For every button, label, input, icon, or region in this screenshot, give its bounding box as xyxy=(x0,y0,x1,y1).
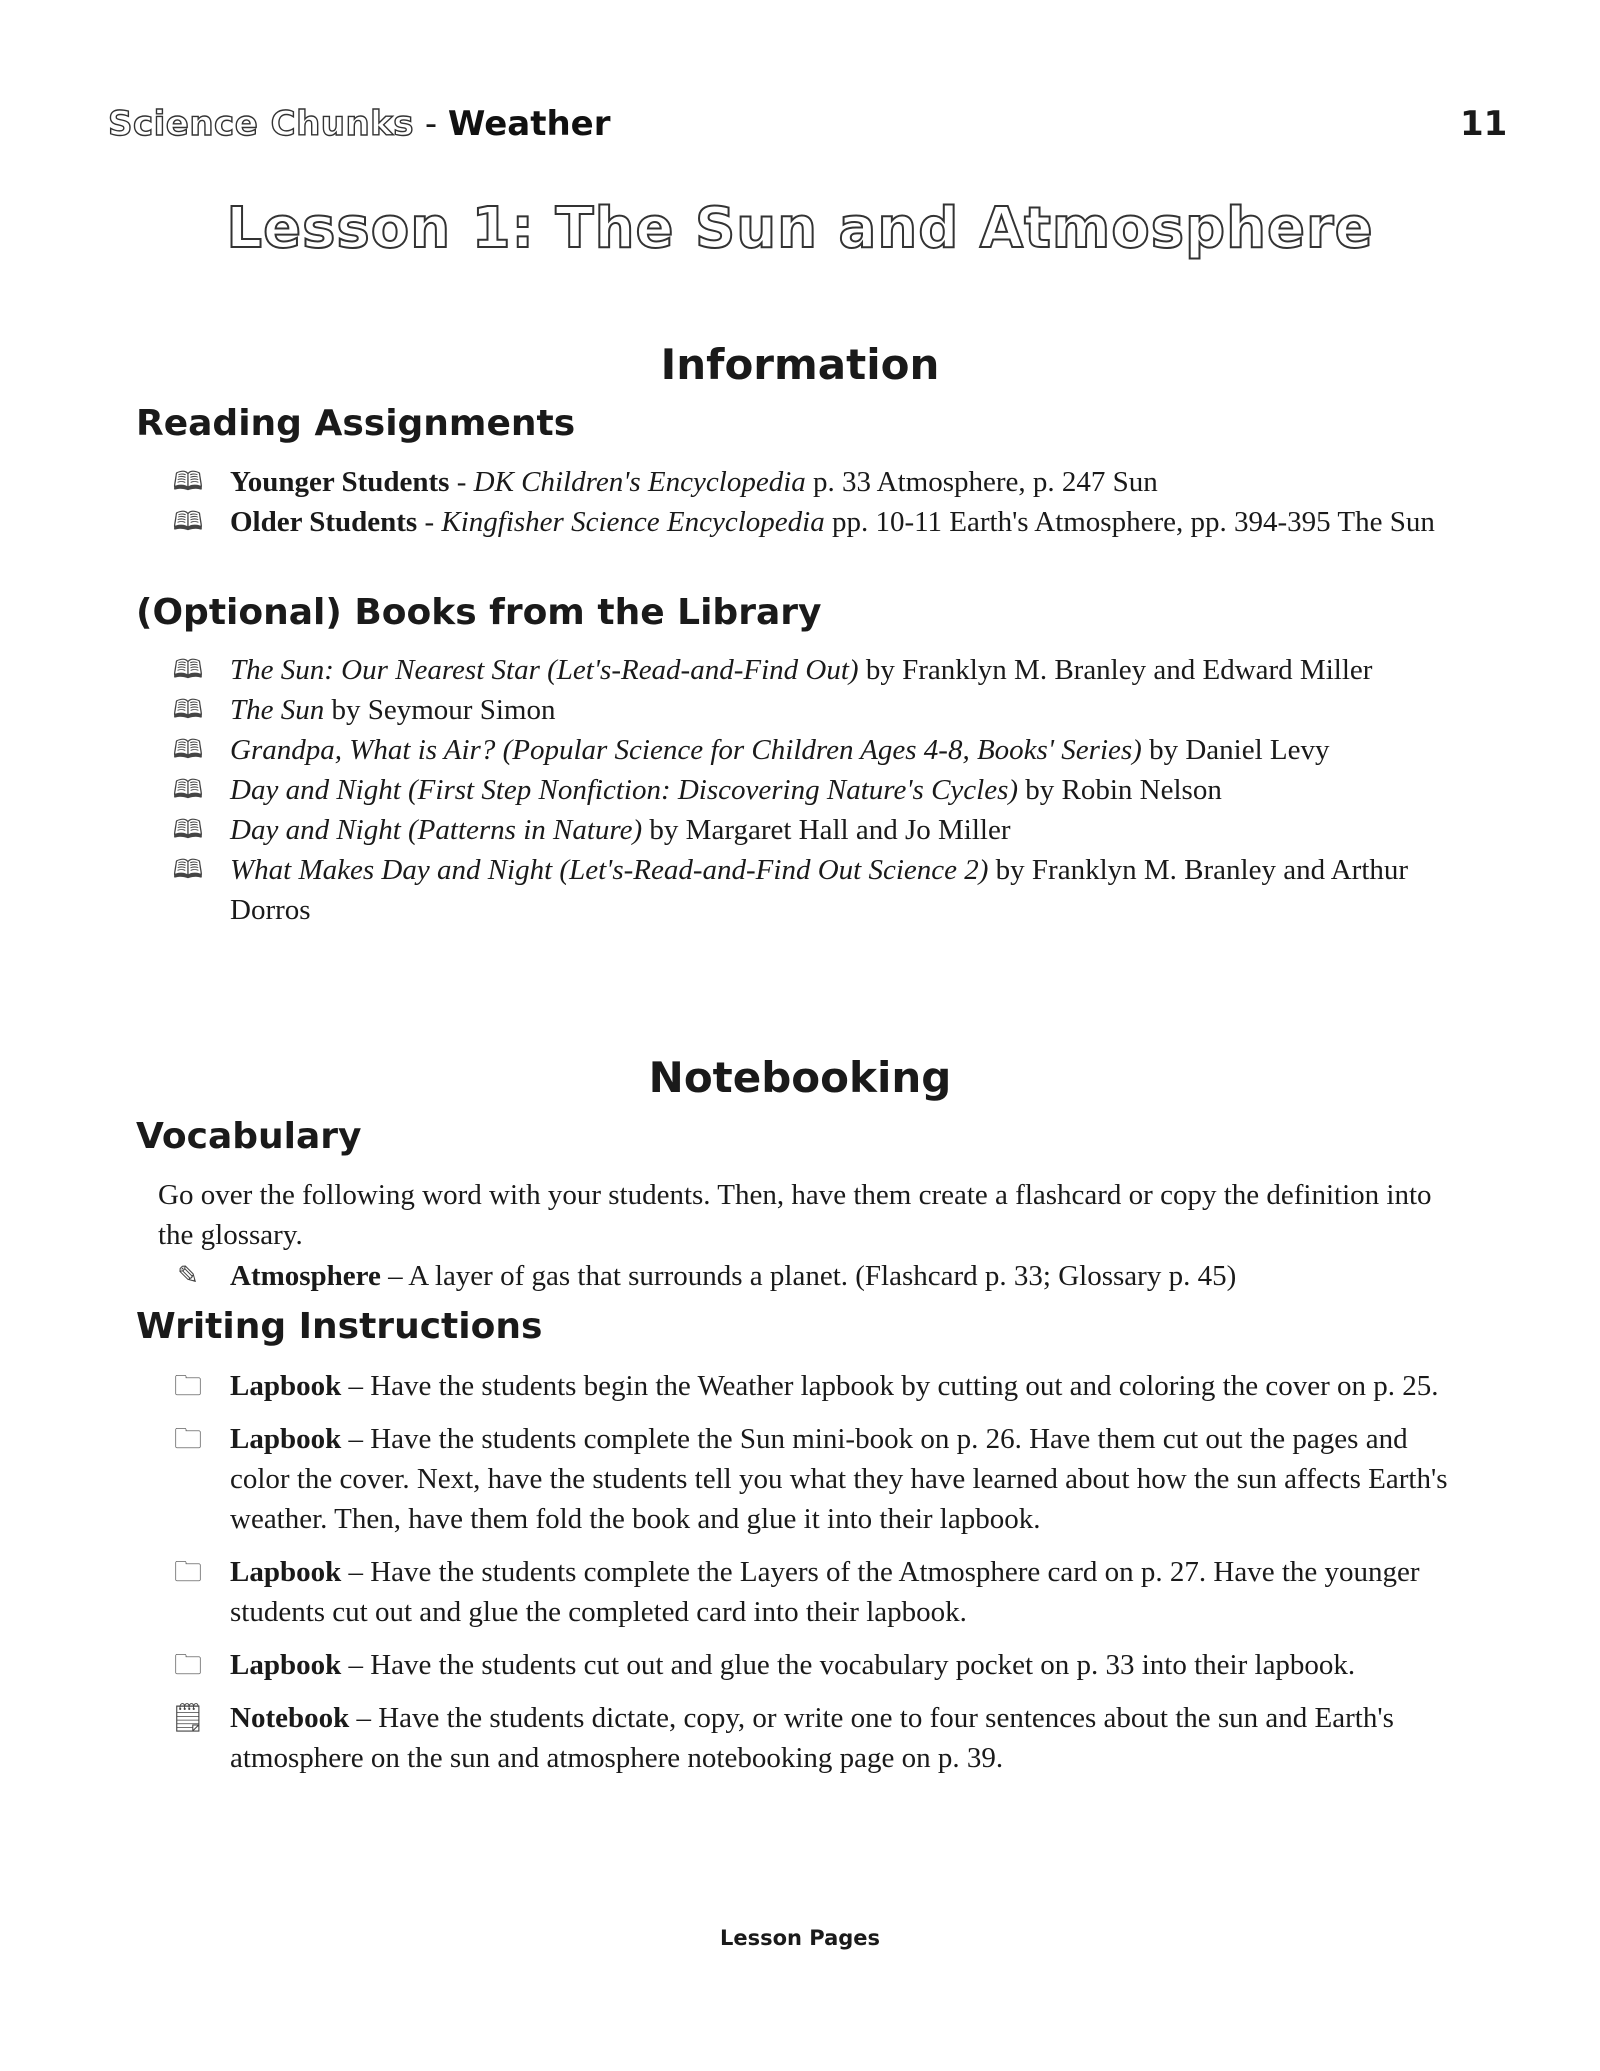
subject-title: Weather xyxy=(447,104,611,144)
book-title: The Sun: Our Nearest Star (Let's-Read-and-Find Out) xyxy=(230,654,859,686)
item-label: Lapbook xyxy=(230,1370,342,1402)
item-text: by Margaret Hall and Jo Miller xyxy=(642,814,1011,846)
list-item xyxy=(168,1552,1468,1632)
item-text: by Franklyn M. Branley and Arthur Dorros xyxy=(230,854,1409,926)
open-book-icon: 🕮 xyxy=(172,735,204,765)
open-book-icon: 🕮 xyxy=(172,815,204,845)
item-text: pp. 10-11 Earth's Atmosphere, pp. 394-395 The Sun xyxy=(824,506,1435,538)
list-item xyxy=(168,1366,1468,1406)
list-item xyxy=(168,1645,1468,1685)
book-title: What Makes Day and Night (Let's-Read-and-Find Out Science 2) xyxy=(230,854,989,886)
writing-instructions-heading: Writing Instructions xyxy=(136,1306,543,1347)
notebooking-heading: Notebooking xyxy=(648,1053,952,1102)
item-label: Older Students xyxy=(230,506,418,538)
item-label: Notebook xyxy=(230,1702,350,1734)
list-item xyxy=(168,1698,1468,1778)
book-title: Day and Night (First Step Nonfiction: Discovering Nature's Cycles) xyxy=(230,774,1019,806)
vocabulary-intro: Go over the following word with your students. Then, have them create a flashcard or copy the definition into the glossary. xyxy=(158,1179,1432,1251)
vocab-definition: – A layer of gas that surrounds a planet. (Flashcard p. 33; Glossary p. 45) xyxy=(380,1260,1237,1292)
item-label: Lapbook xyxy=(230,1649,342,1681)
open-book-icon: 🕮 xyxy=(172,655,204,685)
list-item xyxy=(168,1419,1468,1539)
library-books-heading: (Optional) Books from the Library xyxy=(136,592,822,633)
open-book-icon: 🕮 xyxy=(172,507,204,537)
list-item xyxy=(168,650,1468,690)
information-heading: Information xyxy=(660,340,940,389)
book-title: Kingfisher Science Encyclopedia xyxy=(441,506,825,538)
vocabulary-list xyxy=(168,1256,1468,1296)
item-text: by Seymour Simon xyxy=(324,694,556,726)
page-number: 11 xyxy=(1460,104,1508,144)
list-item xyxy=(168,850,1468,930)
item-text: by Robin Nelson xyxy=(1018,774,1222,806)
book-title: DK Children's Encyclopedia xyxy=(473,466,806,498)
series-title: Science Chunks xyxy=(108,104,415,144)
reading-assignments-heading: Reading Assignments xyxy=(136,403,576,444)
item-text: by Franklyn M. Branley and Edward Miller xyxy=(858,654,1373,686)
item-text: – Have the students cut out and glue the vocabulary pocket on p. 33 into their lapbook. xyxy=(341,1649,1356,1681)
list-item xyxy=(168,1256,1468,1296)
writing-list xyxy=(168,1366,1468,1791)
open-book-icon: 🕮 xyxy=(172,695,204,725)
item-text: p. 33 Atmosphere, p. 247 Sun xyxy=(805,466,1158,498)
list-item xyxy=(168,810,1468,850)
list-item xyxy=(168,502,1468,542)
open-book-icon: 🕮 xyxy=(172,467,204,497)
item-text: by Daniel Levy xyxy=(1141,734,1330,766)
list-item xyxy=(168,462,1468,502)
header-separator: - xyxy=(414,104,448,144)
folder-icon: 🗀 xyxy=(173,1422,202,1455)
open-book-icon: 🕮 xyxy=(172,775,204,805)
folder-icon: 🗀 xyxy=(173,1555,202,1588)
page-footer: Lesson Pages xyxy=(719,1926,881,1950)
item-text: – Have the students complete the Layers of the Atmosphere card on p. 27. Have the younger students cut out and glue the completed card into their lapbook. xyxy=(230,1556,1420,1628)
vocabulary-heading: Vocabulary xyxy=(136,1116,362,1157)
folder-icon: 🗀 xyxy=(173,1369,202,1402)
item-label: Lapbook xyxy=(230,1423,342,1455)
list-item xyxy=(168,730,1468,770)
list-item xyxy=(168,770,1468,810)
book-title: Grandpa, What is Air? (Popular Science for Children Ages 4-8, Books' Series) xyxy=(230,734,1142,766)
vocab-term: Atmosphere xyxy=(230,1260,381,1292)
reading-list xyxy=(168,462,1468,542)
item-text: – Have the students begin the Weather lapbook by cutting out and coloring the cover on p. 25. xyxy=(341,1370,1439,1402)
item-text: – Have the students complete the Sun mini-book on p. 26. Have them cut out the pages and color the cover. Next, have the students tell you what they have learned about how the sun affects Earth's weather. Then, have them fold the book and glue it into their lapbook. xyxy=(230,1423,1448,1535)
book-title: The Sun xyxy=(230,694,325,726)
library-list xyxy=(168,650,1468,930)
notebook-icon: 🗒 xyxy=(170,1701,206,1734)
book-title: Day and Night (Patterns in Nature) xyxy=(230,814,643,846)
item-text: – Have the students dictate, copy, or write one to four sentences about the sun and Earth's atmosphere on the sun and atmosphere notebooking page on p. 39. xyxy=(230,1702,1394,1774)
item-label: Lapbook xyxy=(230,1556,342,1588)
list-item xyxy=(168,690,1468,730)
pencil-icon: ✎ xyxy=(177,1261,199,1291)
lesson-title: Lesson 1: The Sun and Atmosphere xyxy=(226,196,1374,261)
item-separator: - xyxy=(417,506,442,538)
item-separator: - xyxy=(449,466,474,498)
page-header xyxy=(108,104,611,144)
folder-icon: 🗀 xyxy=(173,1648,202,1681)
item-label: Younger Students xyxy=(230,466,450,498)
open-book-icon: 🕮 xyxy=(172,855,204,885)
